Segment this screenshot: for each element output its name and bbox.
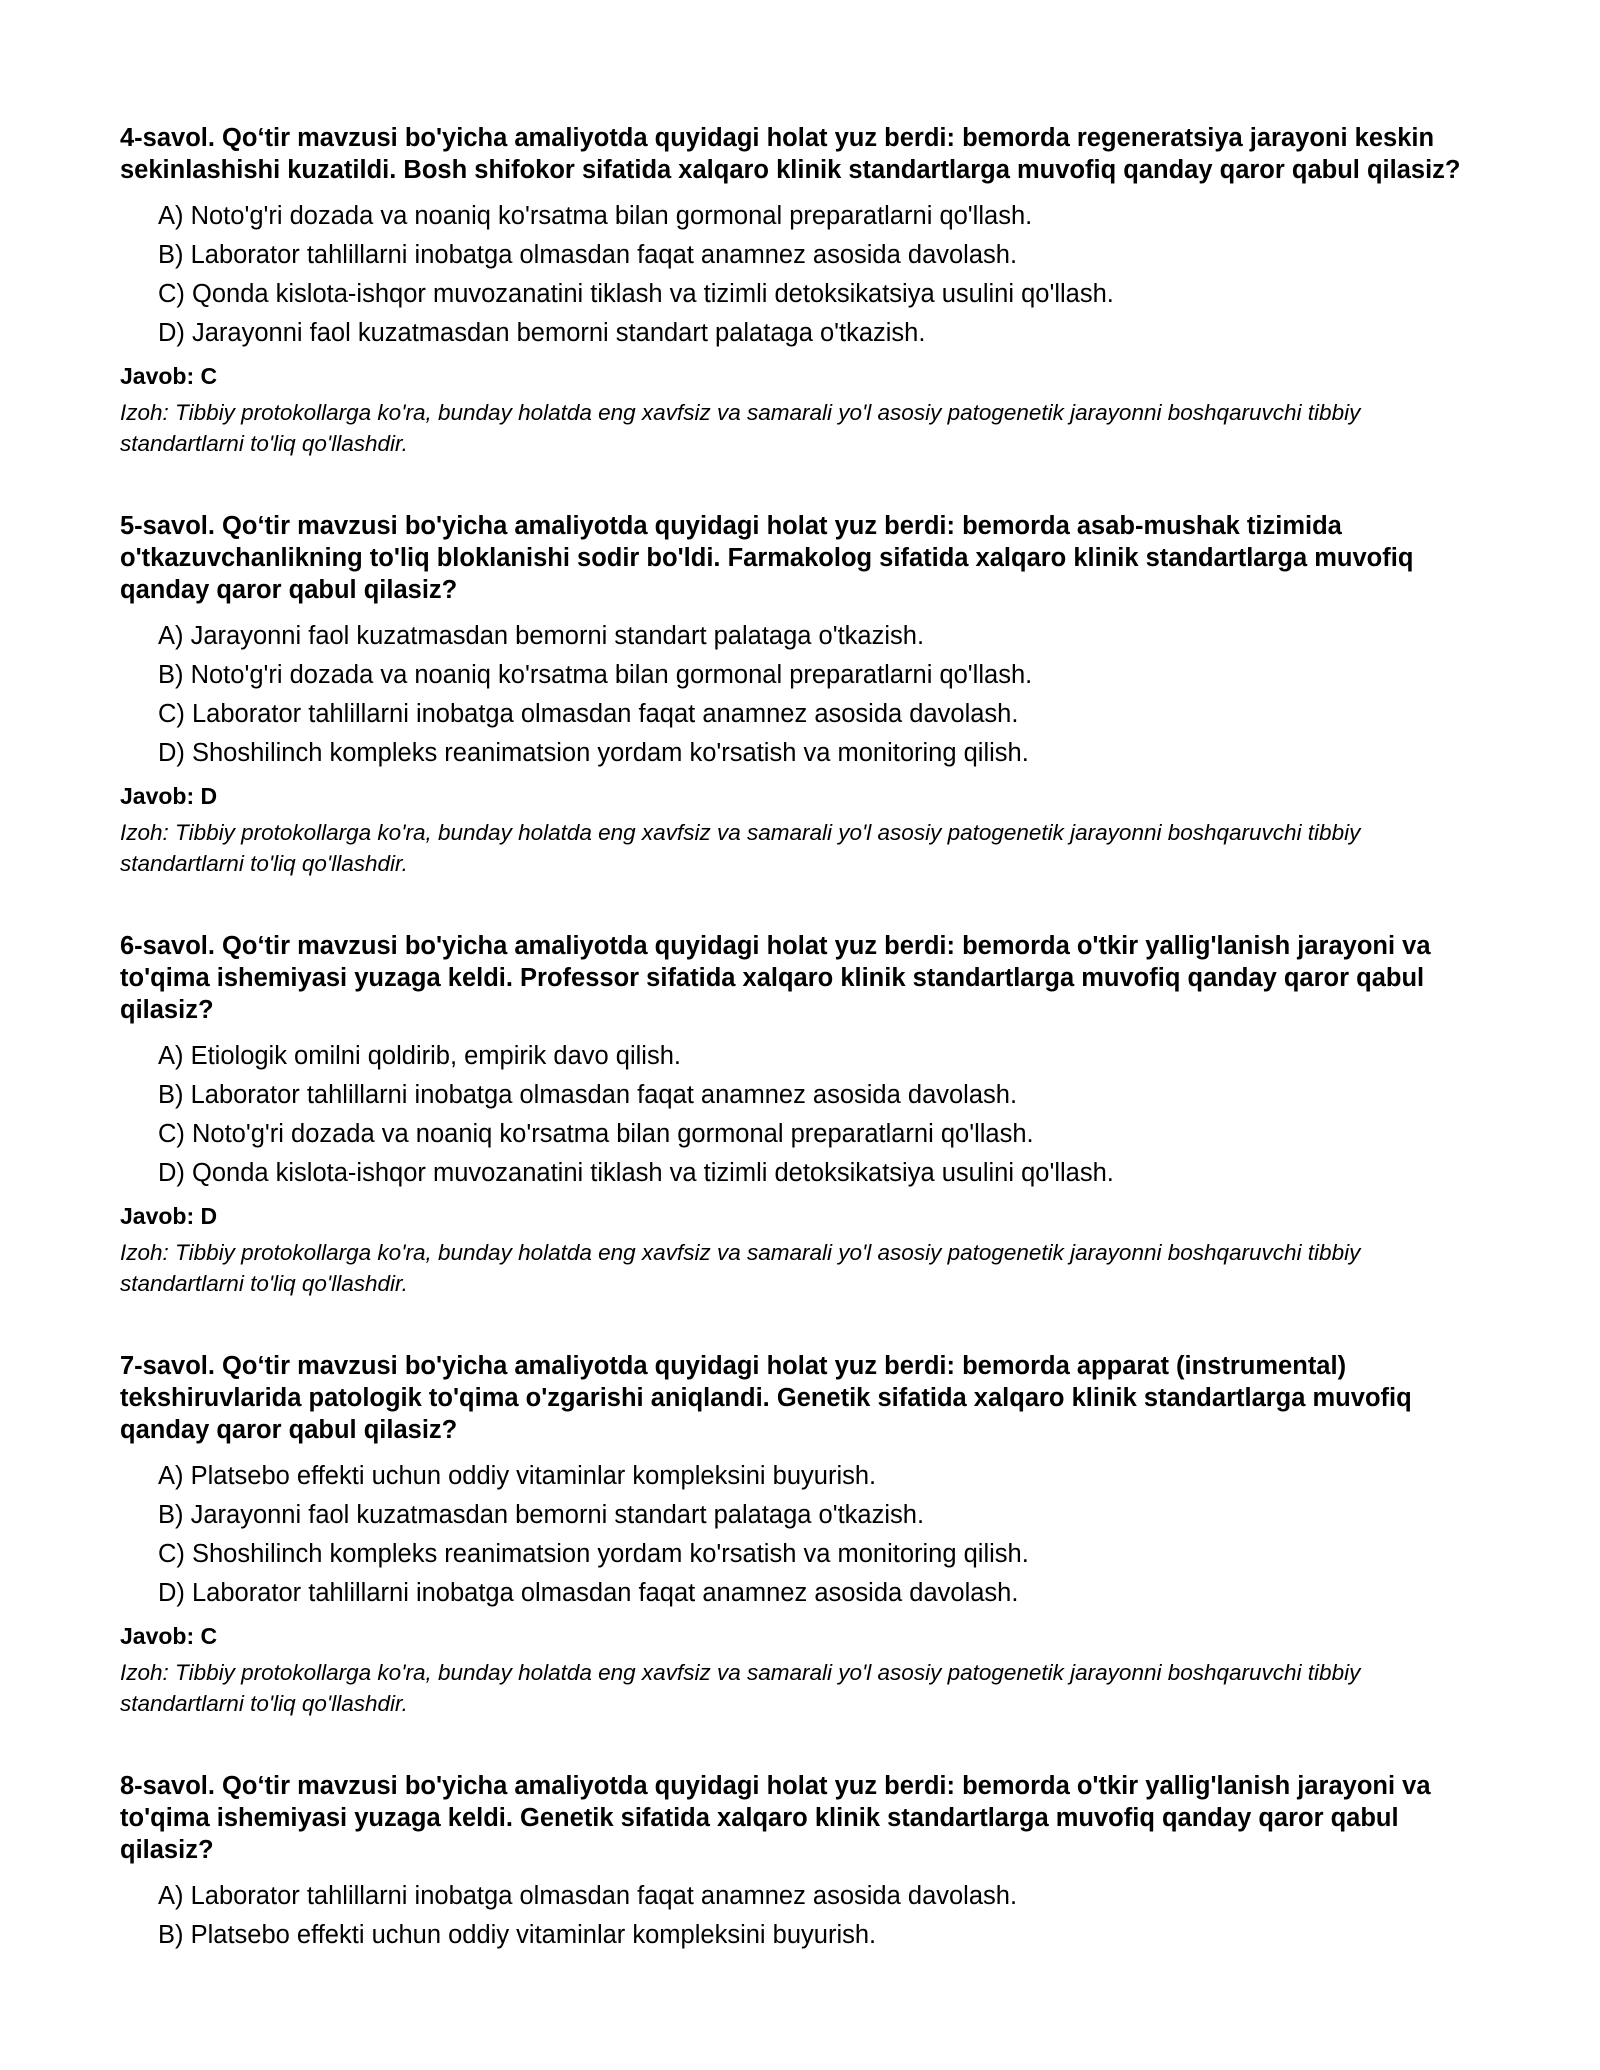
question-6: [120, 930, 1490, 1299]
option-a: A) Laborator tahlillarni inobatga olmasdan faqat anamnez asosida davolash.: [158, 1882, 1018, 1910]
explanation-note: Izoh: Tibbiy protokollarga ko'ra, bunday holatda eng xavfsiz va samarali yo'l asosiy patogenetik jarayonni boshqaruvchi tibbiy standartlarni to'liq qo'llashdir.: [120, 1660, 1361, 1716]
option-a: A) Jarayonni faol kuzatmasdan bemorni standart palataga o'tkazish.: [158, 622, 925, 650]
answer-options: [158, 197, 1490, 353]
option-a: A) Platsebo effekti uchun oddiy vitaminlar kompleksini buyurish.: [158, 1462, 877, 1490]
explanation-note: Izoh: Tibbiy protokollarga ko'ra, bunday holatda eng xavfsiz va samarali yo'l asosiy patogenetik jarayonni boshqaruvchi tibbiy standartlarni to'liq qo'llashdir.: [120, 1240, 1361, 1296]
question-title: 5-savol. Qo‘tir mavzusi bo'yicha amaliyotda quyidagi holat yuz berdi: bemorda asab-mushak tizimida o'tkazuvchanlikning to'liq bloklanishi sodir bo'ldi. Farmakolog sifatida xalqaro klinik standartlarga muvofiq qanday qaror qabul qilasiz?: [120, 512, 1414, 604]
answer-options: [158, 1037, 1490, 1193]
option-c: C) Laborator tahlillarni inobatga olmasdan faqat anamnez asosida davolash.: [158, 700, 1019, 728]
option-d: D) Shoshilinch kompleks reanimatsion yordam ko'rsatish va monitoring qilish.: [158, 739, 1029, 767]
answer-label: Javob: D: [120, 1203, 218, 1229]
option-a: A) Noto'g'ri dozada va noaniq ko'rsatma bilan gormonal preparatlarni qo'llash.: [158, 202, 1033, 230]
option-a: A) Etiologik omilni qoldirib, empirik davo qilish.: [158, 1042, 681, 1070]
answer-options: [158, 617, 1490, 773]
question-title: 4-savol. Qo‘tir mavzusi bo'yicha amaliyotda quyidagi holat yuz berdi: bemorda regeneratsiya jarayoni keskin sekinlashishi kuzatildi. Bosh shifokor sifatida xalqaro klinik standartlarga muvofiq qanday qaror qabul qilasiz?: [120, 124, 1461, 184]
document-page: [120, 122, 1490, 2006]
answer-label: Javob: C: [120, 363, 218, 389]
option-b: B) Platsebo effekti uchun oddiy vitaminlar kompleksini buyurish.: [158, 1921, 877, 1949]
answer-label: Javob: D: [120, 783, 218, 809]
option-c: C) Noto'g'ri dozada va noaniq ko'rsatma bilan gormonal preparatlarni qo'llash.: [158, 1120, 1034, 1148]
option-b: B) Jarayonni faol kuzatmasdan bemorni standart palataga o'tkazish.: [158, 1501, 925, 1529]
option-d: D) Laborator tahlillarni inobatga olmasdan faqat anamnez asosida davolash.: [158, 1579, 1019, 1607]
answer-label: Javob: C: [120, 1623, 218, 1649]
option-b: B) Noto'g'ri dozada va noaniq ko'rsatma bilan gormonal preparatlarni qo'llash.: [158, 661, 1033, 689]
question-7: [120, 1350, 1490, 1719]
question-8: [120, 1770, 1490, 1955]
answer-options: [158, 1457, 1490, 1613]
option-c: C) Qonda kislota-ishqor muvozanatini tiklash va tizimli detoksikatsiya usulini qo'llash.: [158, 280, 1114, 308]
explanation-note: Izoh: Tibbiy protokollarga ko'ra, bunday holatda eng xavfsiz va samarali yo'l asosiy patogenetik jarayonni boshqaruvchi tibbiy standartlarni to'liq qo'llashdir.: [120, 400, 1361, 456]
question-5: [120, 510, 1490, 879]
option-b: B) Laborator tahlillarni inobatga olmasdan faqat anamnez asosida davolash.: [158, 1081, 1018, 1109]
option-c: C) Shoshilinch kompleks reanimatsion yordam ko'rsatish va monitoring qilish.: [158, 1540, 1029, 1568]
option-b: B) Laborator tahlillarni inobatga olmasdan faqat anamnez asosida davolash.: [158, 241, 1018, 269]
option-d: D) Qonda kislota-ishqor muvozanatini tiklash va tizimli detoksikatsiya usulini qo'llash.: [158, 1159, 1114, 1187]
question-4: [120, 122, 1490, 459]
question-title: 8-savol. Qo‘tir mavzusi bo'yicha amaliyotda quyidagi holat yuz berdi: bemorda o'tkir yallig'lanish jarayoni va to'qima ishemiyasi yuzaga keldi. Genetik sifatida xalqaro klinik standartlarga muvofiq qanday qaror qabul qilasiz?: [120, 1772, 1431, 1864]
question-title: 6-savol. Qo‘tir mavzusi bo'yicha amaliyotda quyidagi holat yuz berdi: bemorda o'tkir yallig'lanish jarayoni va to'qima ishemiyasi yuzaga keldi. Professor sifatida xalqaro klinik standartlarga muvofiq qanday qaror qabul qilasiz?: [120, 932, 1431, 1024]
question-title: 7-savol. Qo‘tir mavzusi bo'yicha amaliyotda quyidagi holat yuz berdi: bemorda apparat (instrumental) tekshiruvlarida patologik to'qima o'zgarishi aniqlandi. Genetik sifatida xalqaro klinik standartlarga muvofiq qanday qaror qabul qilasiz?: [120, 1352, 1412, 1444]
answer-options: [158, 1877, 1490, 1955]
explanation-note: Izoh: Tibbiy protokollarga ko'ra, bunday holatda eng xavfsiz va samarali yo'l asosiy patogenetik jarayonni boshqaruvchi tibbiy standartlarni to'liq qo'llashdir.: [120, 820, 1361, 876]
option-d: D) Jarayonni faol kuzatmasdan bemorni standart palataga o'tkazish.: [158, 319, 926, 347]
